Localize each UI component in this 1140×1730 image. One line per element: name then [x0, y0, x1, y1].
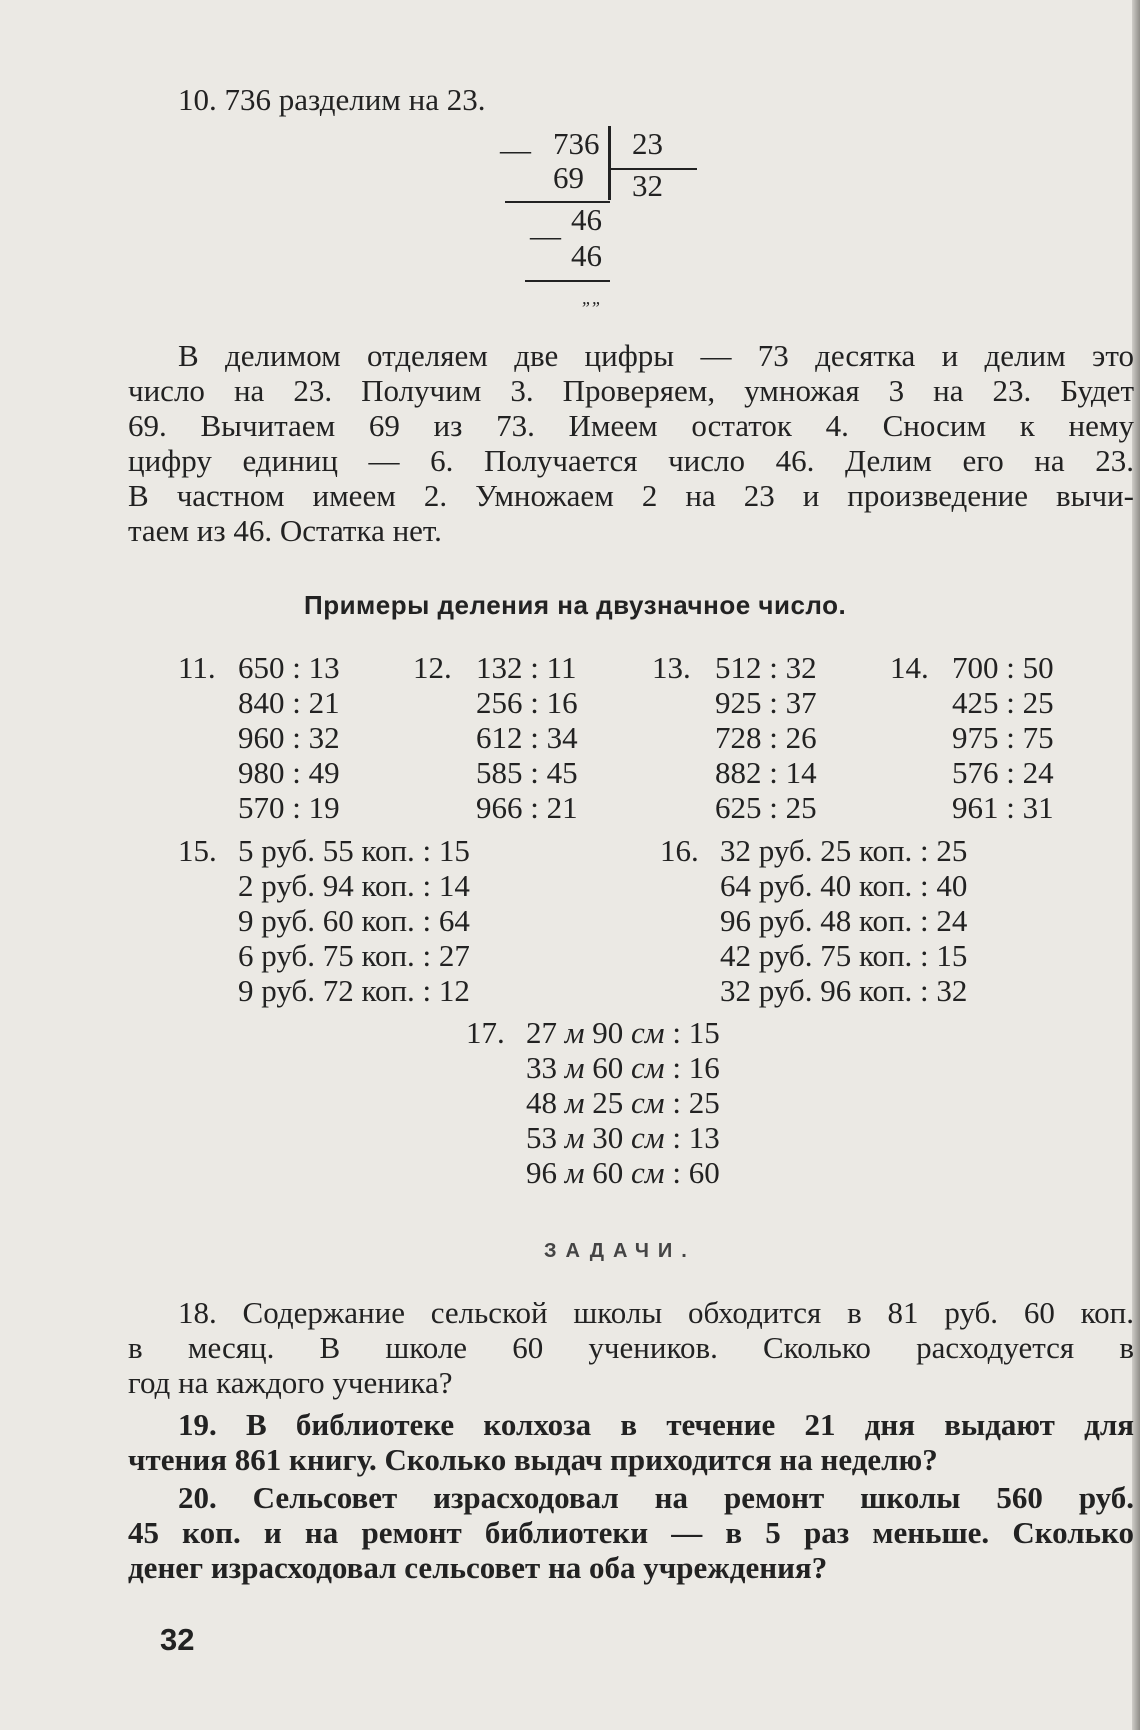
- task-20-line: денег израсходовал сельсовет на оба учреждения?: [128, 1550, 828, 1585]
- centimeters-unit: см: [631, 1085, 665, 1120]
- example-12-label: 12.: [413, 650, 452, 685]
- explanation-line: таем из 46. Остатка нет.: [128, 513, 442, 548]
- explanation-line: В частном имеем 2. Умножаем 2 на 23 и произведение вычи-: [128, 478, 1134, 513]
- example-12-row: 256 : 16: [476, 685, 578, 720]
- minus-sign: —: [500, 132, 531, 167]
- example-17-row: [526, 1120, 720, 1155]
- example-14-row: 961 : 31: [952, 790, 1054, 825]
- division-bar: [608, 126, 611, 200]
- example-17-row: [526, 1015, 720, 1050]
- explanation-line: цифру единиц — 6. Получается число 46. Делим его на 23.: [128, 443, 1134, 478]
- centimeters-value: 25: [592, 1085, 624, 1120]
- dividend: 736: [553, 126, 600, 161]
- centimeters-value: 90: [592, 1015, 624, 1050]
- example-16-row: 32 руб. 25 коп. : 25: [720, 833, 968, 868]
- meters-unit: м: [564, 1120, 585, 1155]
- minus-sign-2: —: [530, 218, 561, 253]
- second-subtrahend: 46: [571, 238, 602, 273]
- zero-remainder: ””: [580, 298, 601, 318]
- divisor: : 60: [672, 1155, 720, 1190]
- quotient: 32: [632, 168, 663, 203]
- example-15-row: 9 руб. 60 коп. : 64: [238, 903, 470, 938]
- meters-value: 27: [526, 1015, 557, 1050]
- rule-2: [525, 280, 610, 282]
- example-11-row: 960 : 32: [238, 720, 340, 755]
- centimeters-value: 60: [592, 1155, 624, 1190]
- remainder-46: 46: [571, 202, 602, 237]
- centimeters-unit: см: [631, 1050, 665, 1085]
- example-15-row: 6 руб. 75 коп. : 27: [238, 938, 470, 973]
- divisor: : 15: [672, 1015, 720, 1050]
- explanation-line: 69. Вычитаем 69 из 73. Имеем остаток 4. Сносим к нему: [128, 408, 1134, 443]
- explanation-line: число на 23. Получим 3. Проверяем, умножая 3 на 23. Будет: [128, 373, 1134, 408]
- example-11-row: 980 : 49: [238, 755, 340, 790]
- example-11-label: 11.: [178, 650, 216, 685]
- example-11-row: 650 : 13: [238, 650, 340, 685]
- example-11-row: 570 : 19: [238, 790, 340, 825]
- example-16-row: 32 руб. 96 коп. : 32: [720, 973, 968, 1008]
- meters-unit: м: [564, 1085, 585, 1120]
- example-14-row: 700 : 50: [952, 650, 1054, 685]
- example-13-row: 925 : 37: [715, 685, 817, 720]
- example-12-row: 132 : 11: [476, 650, 577, 685]
- meters-unit: м: [564, 1155, 585, 1190]
- example-17-row: [526, 1085, 720, 1120]
- task-20-line: 20. Сельсовет израсходовал на ремонт школы 560 руб.: [178, 1480, 1134, 1515]
- example-16-label: 16.: [660, 833, 699, 868]
- task-19-line: 19. В библиотеке колхоза в течение 21 дня выдают для: [178, 1407, 1134, 1442]
- page-number: 32: [160, 1622, 195, 1657]
- example-17-row: [526, 1050, 720, 1085]
- example-14-row: 975 : 75: [952, 720, 1054, 755]
- first-subtrahend: 69: [553, 160, 584, 195]
- example-15-row: 9 руб. 72 коп. : 12: [238, 973, 470, 1008]
- example-15-row: 5 руб. 55 коп. : 15: [238, 833, 470, 868]
- tasks-heading: ЗАДАЧИ.: [544, 1240, 696, 1262]
- example-11-row: 840 : 21: [238, 685, 340, 720]
- example-13-row: 625 : 25: [715, 790, 817, 825]
- example-15-row: 2 руб. 94 коп. : 14: [238, 868, 470, 903]
- divisor: 23: [632, 126, 663, 161]
- example-12-row: 612 : 34: [476, 720, 578, 755]
- example-14-label: 14.: [890, 650, 929, 685]
- example-16-row: 64 руб. 40 коп. : 40: [720, 868, 968, 903]
- centimeters-unit: см: [631, 1015, 665, 1050]
- meters-unit: м: [564, 1015, 585, 1050]
- explanation-line: В делимом отделяем две цифры — 73 десятка и делим это: [178, 338, 1134, 373]
- example-12-row: 966 : 21: [476, 790, 578, 825]
- example-10-title: 10. 736 разделим на 23.: [178, 82, 486, 117]
- example-13-row: 728 : 26: [715, 720, 817, 755]
- task-18-line: год на каждого ученика?: [128, 1365, 453, 1400]
- example-14-row: 576 : 24: [952, 755, 1054, 790]
- example-12-row: 585 : 45: [476, 755, 578, 790]
- example-16-row: 96 руб. 48 коп. : 24: [720, 903, 968, 938]
- centimeters-unit: см: [631, 1155, 665, 1190]
- divisor: : 13: [672, 1120, 720, 1155]
- example-13-row: 882 : 14: [715, 755, 817, 790]
- meters-value: 53: [526, 1120, 557, 1155]
- task-19-line: чтения 861 книгу. Сколько выдач приходится на неделю?: [128, 1442, 938, 1477]
- example-13-row: 512 : 32: [715, 650, 817, 685]
- task-18-line: 18. Содержание сельской школы обходится в 81 руб. 60 коп.: [178, 1295, 1134, 1330]
- meters-value: 48: [526, 1085, 557, 1120]
- centimeters-value: 30: [592, 1120, 624, 1155]
- meters-unit: м: [564, 1050, 585, 1085]
- example-14-row: 425 : 25: [952, 685, 1054, 720]
- task-18-line: в месяц. В школе 60 учеников. Сколько расходуется в: [128, 1330, 1134, 1365]
- meters-value: 33: [526, 1050, 557, 1085]
- example-13-label: 13.: [652, 650, 691, 685]
- divisor: : 16: [672, 1050, 720, 1085]
- example-17-label: 17.: [466, 1015, 505, 1050]
- example-16-row: 42 руб. 75 коп. : 15: [720, 938, 968, 973]
- divisor: : 25: [672, 1085, 720, 1120]
- section-heading: Примеры деления на двузначное число.: [304, 590, 847, 620]
- centimeters-unit: см: [631, 1120, 665, 1155]
- centimeters-value: 60: [592, 1050, 624, 1085]
- example-15-label: 15.: [178, 833, 217, 868]
- example-17-row: [526, 1155, 720, 1190]
- task-20-line: 45 коп. и на ремонт библиотеки — в 5 раз меньше. Сколько: [128, 1515, 1134, 1550]
- meters-value: 96: [526, 1155, 557, 1190]
